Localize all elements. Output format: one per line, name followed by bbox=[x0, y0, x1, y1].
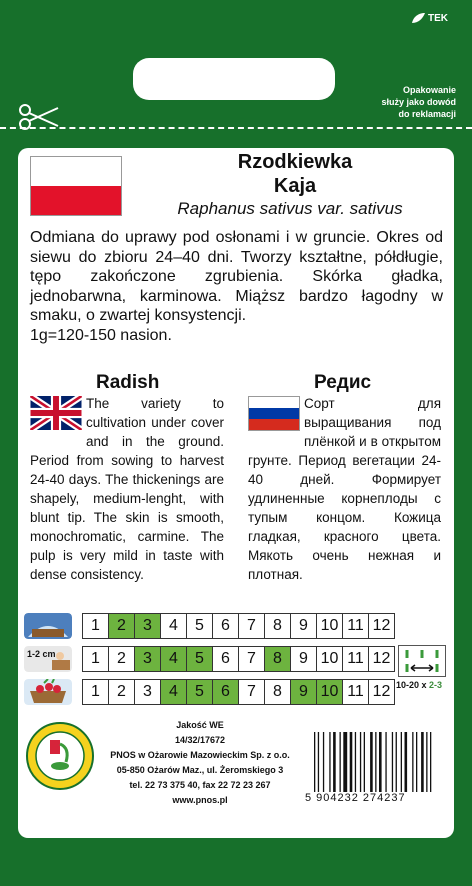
month-cell: 6 bbox=[212, 614, 238, 638]
month-cell: 6 bbox=[212, 647, 238, 671]
barcode-bar bbox=[340, 732, 341, 792]
barcode-bar bbox=[343, 732, 347, 792]
product-name: Rzodkiewka bbox=[237, 151, 353, 173]
harvest-basket-icon bbox=[24, 679, 72, 705]
variety-name: Kaja bbox=[273, 175, 317, 197]
month-cell: 12 bbox=[368, 614, 394, 638]
month-cell: 6 bbox=[212, 680, 238, 704]
leaf-icon bbox=[410, 12, 426, 24]
english-description bbox=[30, 394, 224, 584]
barcode-bar bbox=[333, 732, 336, 792]
month-cell: 11 bbox=[342, 680, 368, 704]
registration-code: 14/32/17672 bbox=[174, 735, 226, 745]
russian-description bbox=[248, 394, 441, 584]
month-cell: 11 bbox=[342, 647, 368, 671]
month-cell: 3 bbox=[134, 647, 160, 671]
calendar-row-harvest bbox=[24, 679, 395, 705]
proof-line: Opakowanie bbox=[402, 85, 456, 95]
plant-spacing-icon bbox=[398, 645, 446, 677]
seed-count: 1g=120-150 nasion. bbox=[30, 326, 172, 344]
month-cell: 12 bbox=[368, 680, 394, 704]
month-cell: 12 bbox=[368, 647, 394, 671]
russian-title: Редис bbox=[314, 372, 372, 393]
month-cell: 1 bbox=[83, 647, 108, 671]
barcode-bar bbox=[318, 732, 319, 792]
month-cells bbox=[82, 613, 395, 639]
month-cell: 10 bbox=[316, 614, 342, 638]
tek-label: TEK bbox=[428, 12, 448, 24]
polish-description bbox=[30, 228, 443, 345]
barcode-bar bbox=[350, 732, 353, 792]
month-cell: 7 bbox=[238, 680, 264, 704]
barcode-number: 5 904232 274237 bbox=[305, 792, 406, 804]
month-cell: 10 bbox=[316, 680, 342, 704]
month-cell: 4 bbox=[160, 680, 186, 704]
month-cell: 8 bbox=[264, 647, 290, 671]
barcode-bar bbox=[426, 732, 427, 792]
month-cell: 7 bbox=[238, 614, 264, 638]
month-cell: 1 bbox=[83, 614, 108, 638]
company-name: PNOS w Ożarowie Mazowieckim Sp. z o.o. bbox=[110, 750, 290, 760]
month-cell: 5 bbox=[186, 680, 212, 704]
russian-description-text: Сорт для выращивания под плёнкой и в открытом грунте. Период вегетации 24-40 дней. Формирует удлиненные корнеплоды с тупым концом. Кожица гладкая, красного цвета. Мякоть очень нежная и плотная. bbox=[248, 396, 441, 582]
greenhouse-icon bbox=[24, 613, 72, 639]
month-cell: 4 bbox=[160, 647, 186, 671]
polish-flag bbox=[30, 156, 122, 216]
month-cell: 3 bbox=[134, 614, 160, 638]
month-cells bbox=[82, 679, 395, 705]
english-title: Radish bbox=[96, 372, 160, 393]
barcode-bar bbox=[401, 732, 402, 792]
month-cell: 11 bbox=[342, 614, 368, 638]
month-cell: 1 bbox=[83, 680, 108, 704]
month-cell: 9 bbox=[290, 614, 316, 638]
proof-line: służy jako dowód bbox=[381, 97, 456, 107]
month-cell: 8 bbox=[264, 614, 290, 638]
latin-name: Raphanus sativus var. sativus bbox=[177, 199, 403, 218]
barcode-bar bbox=[421, 732, 424, 792]
calendar-row-field bbox=[24, 646, 395, 672]
barcode-bar bbox=[329, 732, 330, 792]
month-cells bbox=[82, 646, 395, 672]
spacing-main: 10-20 x bbox=[396, 680, 430, 690]
month-cell: 2 bbox=[108, 614, 134, 638]
month-cell: 4 bbox=[160, 614, 186, 638]
sowing-depth-icon bbox=[24, 646, 72, 672]
barcode-bar bbox=[370, 732, 373, 792]
cut-line bbox=[0, 127, 472, 129]
barcode-bar bbox=[360, 732, 361, 792]
barcode-bar bbox=[416, 732, 417, 792]
month-cell: 10 bbox=[316, 647, 342, 671]
month-cell: 7 bbox=[238, 647, 264, 671]
month-cell: 8 bbox=[264, 680, 290, 704]
barcode-bar bbox=[375, 732, 376, 792]
tek-logo bbox=[410, 12, 448, 24]
plant-spacing bbox=[396, 680, 442, 690]
month-cell: 2 bbox=[108, 647, 134, 671]
company-info bbox=[100, 718, 300, 808]
company-phone: tel. 22 73 375 40, fax 22 72 23 267 bbox=[129, 780, 271, 790]
barcode-bar bbox=[314, 732, 315, 792]
month-cell: 5 bbox=[186, 614, 212, 638]
pnos-logo bbox=[26, 722, 94, 790]
month-cell: 2 bbox=[108, 680, 134, 704]
barcode-bar bbox=[364, 732, 365, 792]
barcode-bar bbox=[396, 732, 397, 792]
barcode-bar bbox=[430, 732, 431, 792]
proof-line: do reklamacji bbox=[398, 109, 456, 119]
barcode-bar bbox=[392, 732, 393, 792]
company-website: www.pnos.pl bbox=[172, 795, 228, 805]
barcode-bar bbox=[355, 732, 356, 792]
month-cell: 9 bbox=[290, 680, 316, 704]
complaint-proof-note bbox=[316, 84, 456, 120]
barcode-bar bbox=[323, 732, 324, 792]
quality-label: Jakość WE bbox=[176, 720, 224, 730]
polish-description-text: Odmiana do uprawy pod osłonami i w gruncie. Okres od siewu do zbioru 24–40 dni. Tworzy kształtne, półdługie, tępo zakończone zgrubienia. Skórka gładka, jednobarwna, karminowa. Miąższ bardzo łagodny w smaku, o zwartej konsystencji. bbox=[30, 229, 443, 324]
spacing-green: 2-3 bbox=[429, 680, 443, 690]
barcode-bar bbox=[412, 732, 413, 792]
calendar-row-greenhouse bbox=[24, 613, 395, 639]
barcode-bar bbox=[385, 732, 386, 792]
depth-label: 1-2 cm bbox=[27, 649, 56, 659]
barcode bbox=[308, 728, 444, 800]
barcode-bar bbox=[379, 732, 382, 792]
english-description-text: The variety to cultivation under cover and in the ground. Period from sowing to harvest 24-40 days. The thickenings are shapely, medium-lenght, with blunt tip. The skin is smooth, monochromatic, carmine. The pulp is very mild in taste with dense consistency. bbox=[30, 396, 224, 582]
packet-window bbox=[133, 58, 335, 100]
month-cell: 3 bbox=[134, 680, 160, 704]
barcode-bar bbox=[405, 732, 408, 792]
month-cell: 9 bbox=[290, 647, 316, 671]
company-address: 05-850 Ożarów Maz., ul. Żeromskiego 3 bbox=[116, 765, 284, 775]
month-cell: 5 bbox=[186, 647, 212, 671]
